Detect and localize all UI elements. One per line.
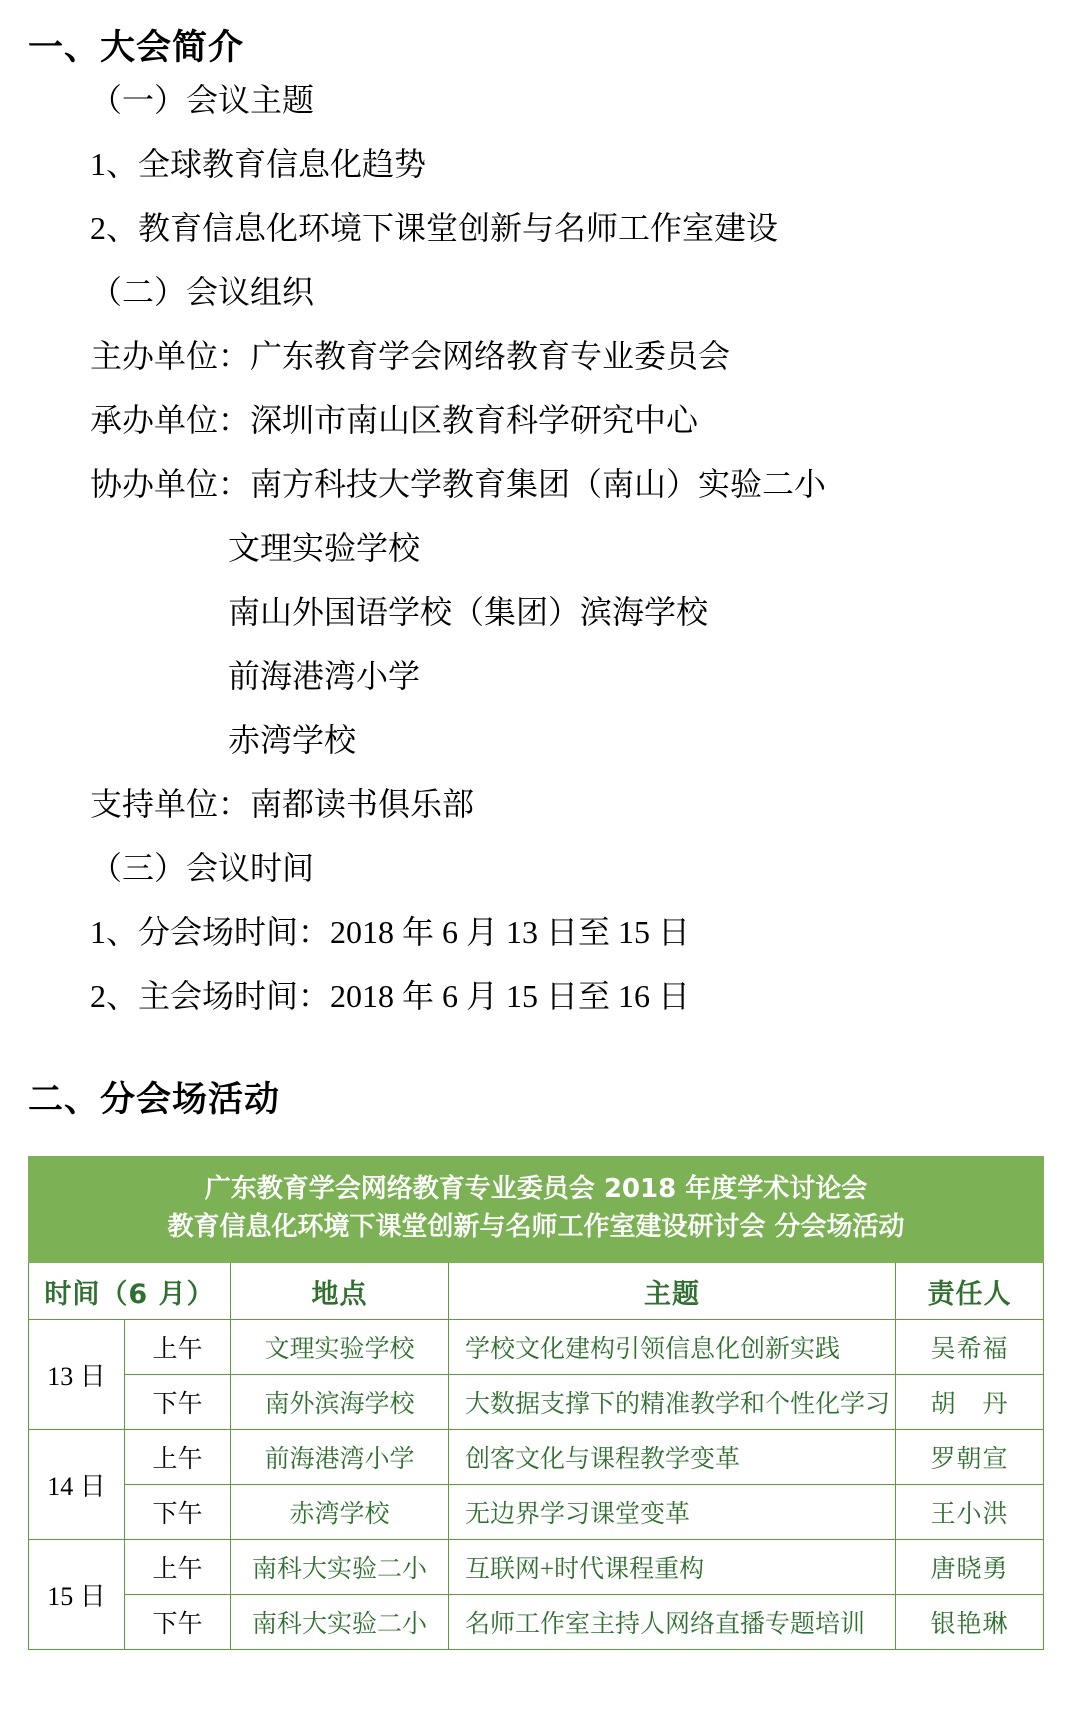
banner-line-1: 广东教育学会网络教育专业委员会 2018 年度学术讨论会 (204, 1174, 868, 1204)
cell-ampm: 下午 (125, 1595, 231, 1650)
cell-ampm: 上午 (125, 1430, 231, 1485)
cell-day: 15 日 (29, 1540, 125, 1650)
table-row (29, 1485, 1044, 1540)
body-line: （一）会议主题 (90, 82, 315, 118)
cell-person: 银艳琳 (895, 1595, 1043, 1650)
table-row (29, 1320, 1044, 1375)
body-line: 赤湾学校 (228, 722, 357, 758)
cell-ampm: 下午 (125, 1485, 231, 1540)
cell-person: 王小洪 (895, 1485, 1043, 1540)
cell-day: 14 日 (29, 1430, 125, 1540)
cell-place: 南外滨海学校 (231, 1375, 449, 1430)
body-line: 支持单位：南都读书俱乐部 (90, 786, 475, 822)
body-line: 2、主会场时间：2018 年 6 月 15 日至 16 日 (90, 978, 691, 1014)
cell-ampm: 上午 (125, 1540, 231, 1595)
body-line: 承办单位：深圳市南山区教育科学研究中心 (90, 402, 699, 438)
section-heading-overview: 一、大会简介 (28, 28, 245, 68)
cell-person: 罗朝宣 (895, 1430, 1043, 1485)
cell-day: 13 日 (29, 1320, 125, 1430)
banner-line-2: 教育信息化环境下课堂创新与名师工作室建设研讨会 分会场活动 (167, 1211, 905, 1242)
cell-topic: 学校文化建构引领信息化创新实践 (449, 1320, 896, 1375)
table-header-row (29, 1263, 1044, 1320)
body-line: 1、全球教育信息化趋势 (90, 146, 427, 182)
body-line: （二）会议组织 (90, 274, 315, 310)
body-line: 前海港湾小学 (228, 658, 421, 694)
section-heading-breakout: 二、分会场活动 (28, 1080, 281, 1120)
table-row (29, 1540, 1044, 1595)
body-line: 主办单位：广东教育学会网络教育专业委员会 (90, 338, 731, 374)
overview-body (18, 84, 1036, 1012)
cell-person: 胡 丹 (895, 1375, 1043, 1430)
cell-topic: 无边界学习课堂变革 (449, 1485, 896, 1540)
table-row (29, 1430, 1044, 1485)
column-header-person: 责任人 (895, 1263, 1043, 1320)
cell-place: 赤湾学校 (231, 1485, 449, 1540)
schedule-table (28, 1156, 1044, 1650)
cell-topic: 创客文化与课程教学变革 (449, 1430, 896, 1485)
body-line: 协办单位：南方科技大学教育集团（南山）实验二小 (90, 466, 827, 502)
table-row (29, 1595, 1044, 1650)
body-line: 南山外国语学校（集团）滨海学校 (228, 594, 709, 630)
table-banner-row (29, 1157, 1044, 1263)
cell-place: 南科大实验二小 (231, 1540, 449, 1595)
table-row (29, 1375, 1044, 1430)
cell-place: 文理实验学校 (231, 1320, 449, 1375)
cell-topic: 大数据支撑下的精准教学和个性化学习 (449, 1375, 896, 1430)
schedule-table-body (29, 1320, 1044, 1650)
body-line: 1、分会场时间：2018 年 6 月 13 日至 15 日 (90, 914, 691, 950)
table-banner (29, 1157, 1044, 1263)
cell-place: 南科大实验二小 (231, 1595, 449, 1650)
cell-topic: 名师工作室主持人网络直播专题培训 (449, 1595, 896, 1650)
body-line: 文理实验学校 (228, 530, 421, 566)
cell-person: 吴希福 (895, 1320, 1043, 1375)
column-header-topic: 主题 (449, 1263, 896, 1320)
body-line: （三）会议时间 (90, 850, 315, 886)
cell-ampm: 下午 (125, 1375, 231, 1430)
cell-place: 前海港湾小学 (231, 1430, 449, 1485)
column-header-time: 时间（6 月） (29, 1263, 231, 1320)
cell-topic: 互联网+时代课程重构 (449, 1540, 896, 1595)
cell-person: 唐晓勇 (895, 1540, 1043, 1595)
column-header-place: 地点 (231, 1263, 449, 1320)
body-line: 2、教育信息化环境下课堂创新与名师工作室建设 (90, 210, 779, 246)
cell-ampm: 上午 (125, 1320, 231, 1375)
schedule-table-wrap (28, 1156, 1044, 1650)
